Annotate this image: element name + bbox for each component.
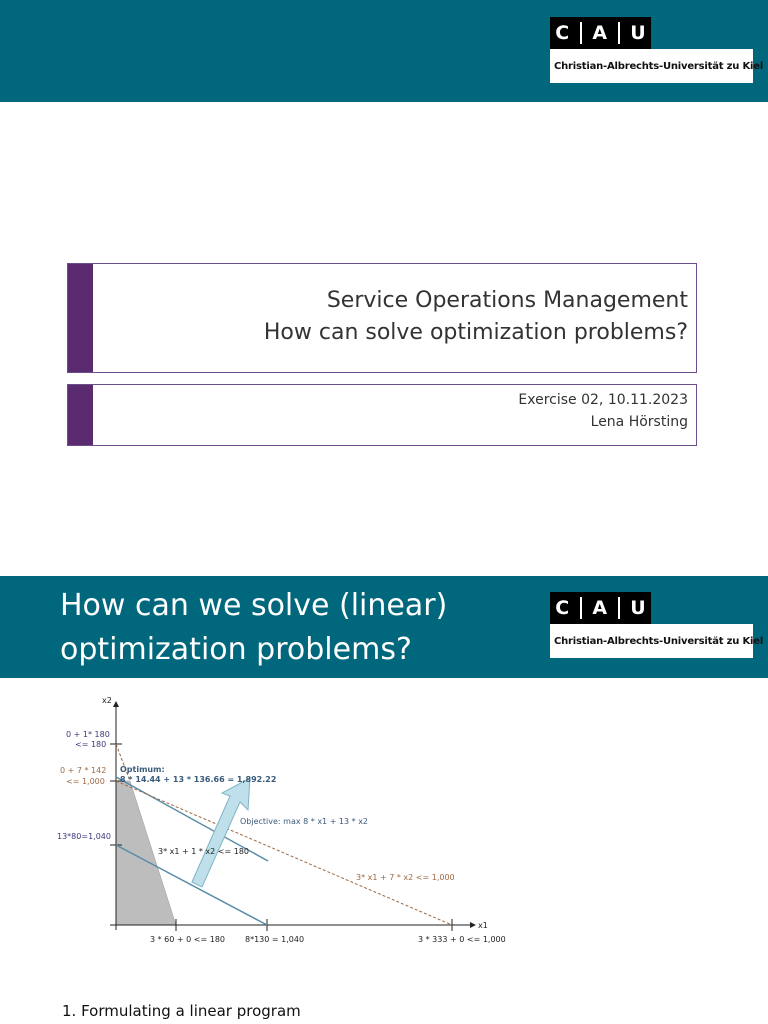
- title-panel: [67, 263, 697, 373]
- subtitle-panel: [67, 384, 697, 446]
- y180-label-b: <= 180: [75, 740, 107, 749]
- x333-label: 3 * 333 + 0 <= 1,000: [418, 935, 506, 944]
- logo-letter-c: C: [555, 22, 570, 44]
- constraint-2-label: 3* x1 + 7 * x2 <= 1,000: [356, 873, 455, 882]
- constraint-1-label: 3* x1 + 1 * x2 <= 180: [158, 847, 250, 856]
- y142-label-b: <= 1,000: [66, 777, 105, 786]
- slide2-title: [60, 584, 447, 672]
- objective-arrow: [192, 778, 250, 887]
- objective-label: Objective: max 8 * x1 + 13 * x2: [240, 817, 369, 826]
- university-name: Christian-Albrechts-Universität zu Kiel: [554, 636, 764, 647]
- x-axis-label: x1: [478, 921, 488, 930]
- exercise-date: Exercise 02, 10.11.2023: [518, 392, 688, 408]
- logo-letter-u: U: [630, 597, 646, 619]
- logo-letter-c: C: [555, 597, 570, 619]
- university-name: Christian-Albrechts-Universität zu Kiel: [554, 61, 764, 72]
- accent-stripe: [68, 385, 93, 445]
- logo-letter-a: A: [592, 597, 608, 619]
- lp-chart: [0, 690, 768, 1020]
- author-name: Lena Hörsting: [590, 414, 688, 430]
- x130-label: 8*130 = 1,040: [245, 935, 305, 944]
- optimum-equation: 8 * 14.44 + 13 * 136.66 = 1,892.22: [120, 775, 277, 784]
- y142-label: 0 + 7 * 142: [60, 766, 107, 775]
- title-line-2: How can solve optimization problems?: [263, 320, 688, 345]
- accent-stripe: [68, 264, 93, 372]
- y180-label: 0 + 1* 180: [66, 730, 110, 739]
- cau-logo: [550, 17, 764, 85]
- slide2-title-line-2: optimization problems?: [60, 632, 412, 667]
- logo-letter-a: A: [592, 22, 608, 44]
- list-item: 1. Formulating a linear program: [62, 1002, 301, 1020]
- slide2-title-line-1: How can we solve (linear): [60, 588, 448, 623]
- y1040-label: 13*80=1,040: [57, 832, 111, 841]
- x60-label: 3 * 60 + 0 <= 180: [150, 935, 225, 944]
- logo-letter-u: U: [630, 22, 646, 44]
- cau-logo-2: [550, 592, 764, 660]
- optimum-title: Optimum:: [120, 765, 165, 774]
- title-line-1: Service Operations Management: [326, 288, 688, 313]
- y-axis-label: x2: [102, 696, 112, 705]
